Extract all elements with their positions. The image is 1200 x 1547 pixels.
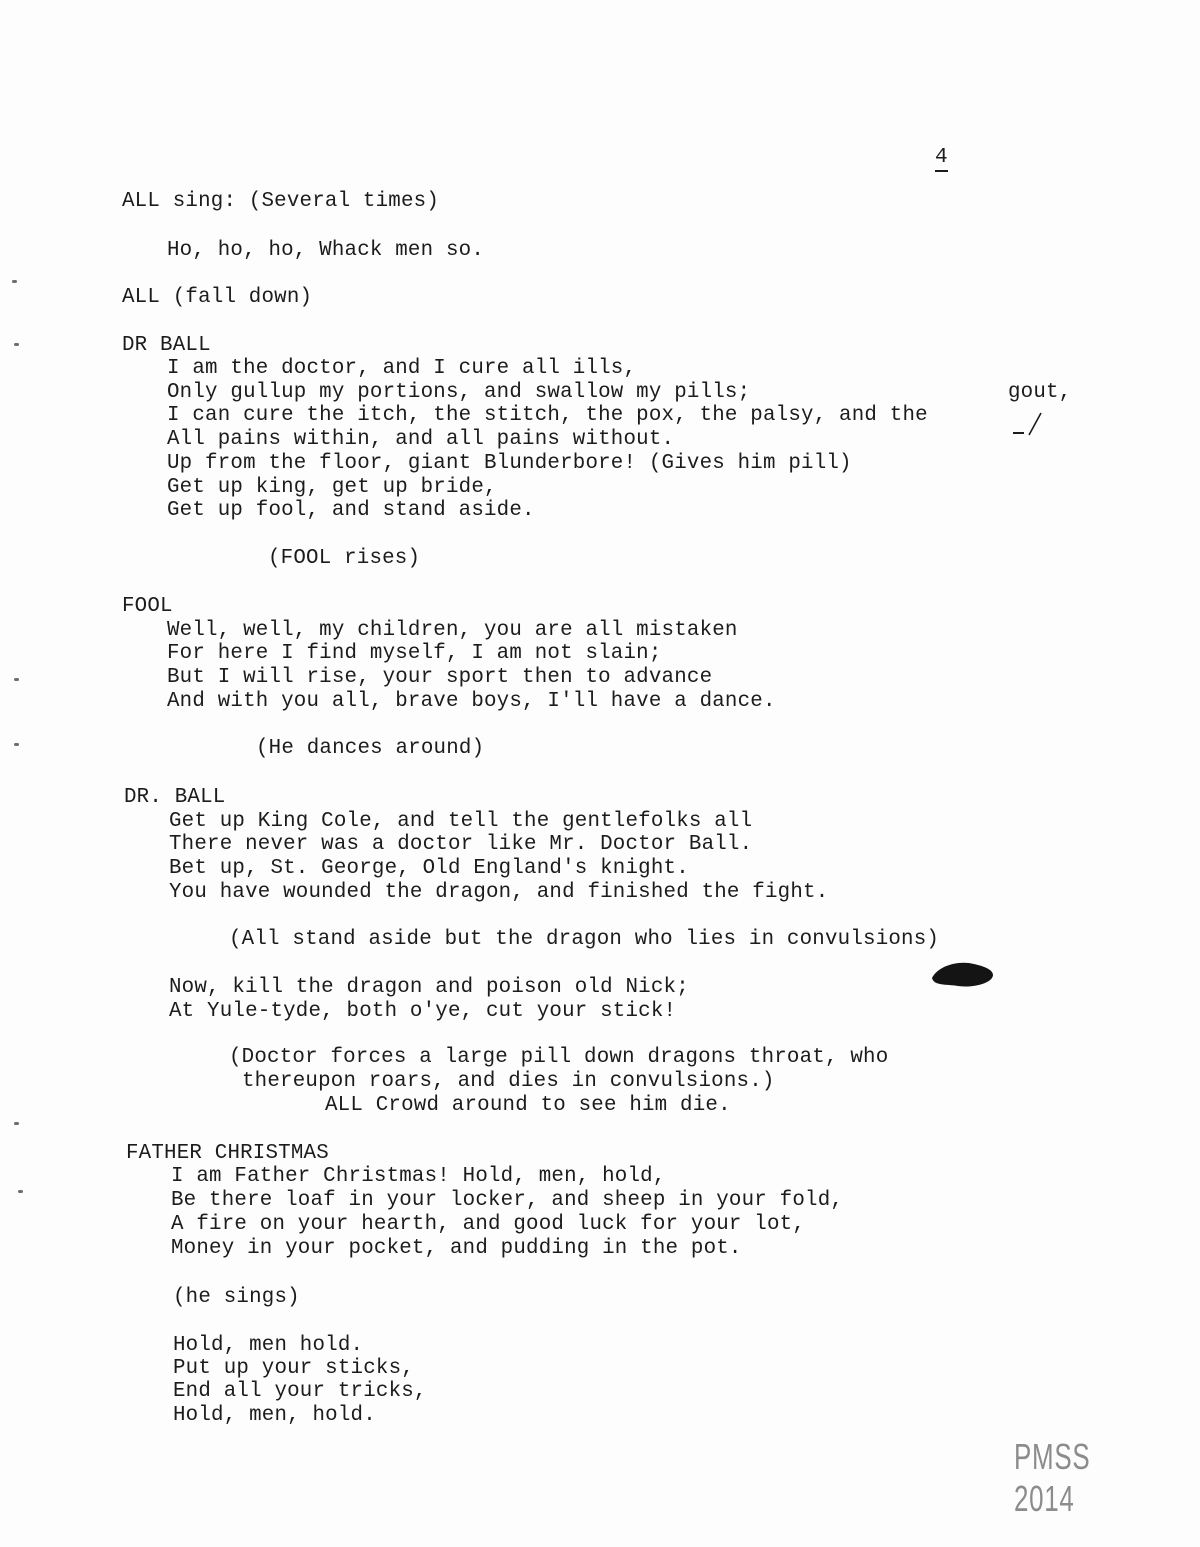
dialogue-line: At Yule-tyde, both o'ye, cut your stick! (169, 1000, 677, 1023)
dialogue-line: All pains within, and all pains without. (167, 428, 675, 451)
dialogue-line: But I will rise, your sport then to advance (167, 666, 713, 689)
dialogue-line: And with you all, brave boys, I'll have a dance. (167, 690, 776, 713)
dialogue-line: Money in your pocket, and pudding in the pot. (171, 1237, 742, 1260)
stage-direction: (He dances around) (256, 737, 485, 760)
dialogue-line: I am the doctor, and I cure all ills, (167, 357, 637, 380)
dialogue-line: There never was a doctor like Mr. Doctor Ball. (169, 833, 753, 856)
stage-direction: (All stand aside but the dragon who lies in convulsions) (229, 928, 940, 951)
speaker-name: DR BALL (122, 334, 211, 357)
ink-blot (928, 958, 998, 992)
dialogue-line: For here I find myself, I am not slain; (167, 642, 662, 665)
binder-hole-mark (12, 280, 17, 283)
stage-direction: ALL Crowd around to see him die. (325, 1094, 731, 1117)
binder-hole-mark (14, 1122, 19, 1125)
dialogue-line: A fire on your hearth, and good luck for your lot, (171, 1213, 806, 1236)
page-number: 4 (935, 146, 948, 172)
archive-stamp: PMSS 2014 (1014, 1436, 1091, 1519)
stage-direction: (FOOL rises) (268, 547, 421, 570)
insertion-mark (1012, 411, 1042, 437)
stage-direction: ALL (fall down) (122, 286, 313, 309)
song-line: Put up your sticks, (173, 1357, 414, 1380)
dialogue-line: I am Father Christmas! Hold, men, hold, (171, 1165, 666, 1188)
song-line: Hold, men, hold. (173, 1404, 376, 1427)
stage-direction: (Doctor forces a large pill down dragons throat, who (229, 1046, 889, 1069)
speaker-name: DR. BALL (124, 786, 226, 809)
stage-direction: thereupon roars, and dies in convulsions.) (242, 1070, 775, 1093)
dialogue-line: Only gullup my portions, and swallow my pills; (167, 381, 751, 404)
dialogue-line: You have wounded the dragon, and finished the fight. (169, 881, 829, 904)
handwritten-insertion: gout, (1008, 381, 1072, 404)
dialogue-line: Now, kill the dragon and poison old Nick; (169, 976, 689, 999)
binder-hole-mark (14, 743, 19, 746)
song-line: Ho, ho, ho, Whack men so. (167, 239, 485, 262)
dialogue-line: Get up king, get up bride, (167, 476, 497, 499)
dialogue-line: I can cure the itch, the stitch, the pox, the palsy, and the (167, 404, 928, 427)
song-line: Hold, men hold. (173, 1334, 364, 1357)
dialogue-line: Bet up, St. George, Old England's knight. (169, 857, 689, 880)
speaker-name: FOOL (122, 595, 173, 618)
dialogue-line: Up from the floor, giant Blunderbore! (Gives him pill) (167, 452, 852, 475)
dialogue-line: Well, well, my children, you are all mistaken (167, 619, 738, 642)
speaker-name: FATHER CHRISTMAS (126, 1142, 329, 1165)
stage-direction: (he sings) (173, 1286, 300, 1309)
dialogue-line: Be there loaf in your locker, and sheep in your fold, (171, 1189, 844, 1212)
binder-hole-mark (14, 678, 19, 681)
binder-hole-mark (14, 343, 19, 346)
dialogue-line: Get up fool, and stand aside. (167, 499, 535, 522)
binder-hole-mark (18, 1190, 23, 1193)
stage-direction: ALL sing: (Several times) (122, 190, 440, 213)
song-line: End all your tricks, (173, 1380, 427, 1403)
dialogue-line: Get up King Cole, and tell the gentlefolks all (169, 810, 753, 833)
